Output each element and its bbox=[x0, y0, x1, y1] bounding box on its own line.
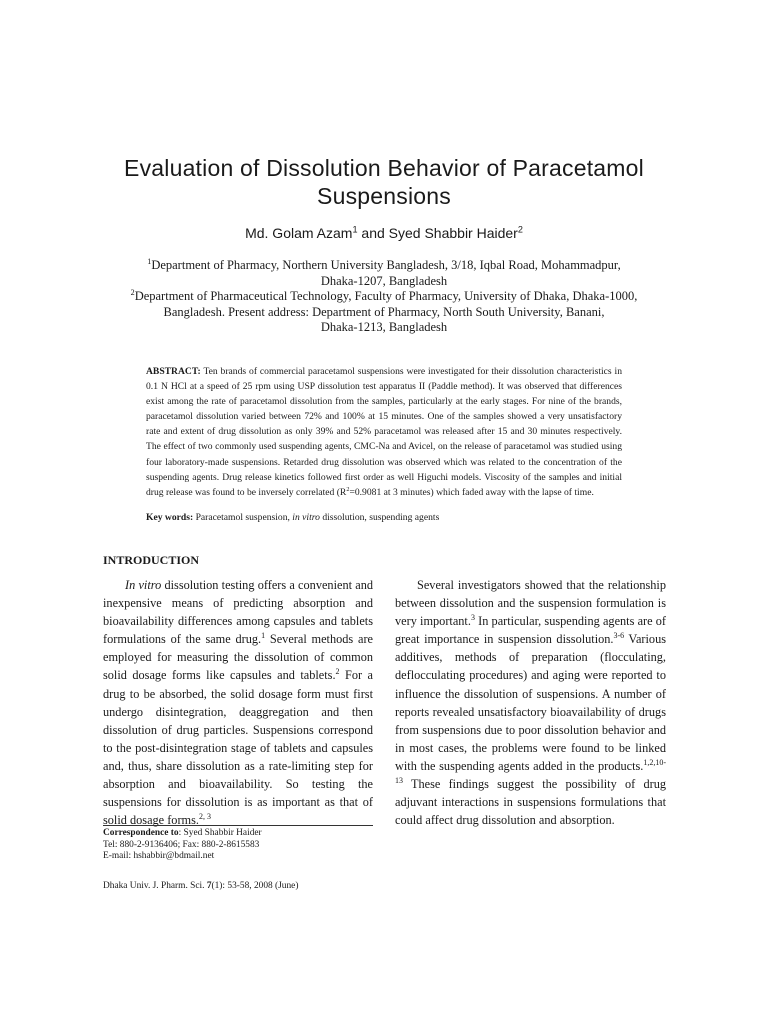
affiliation-2-mark: 2 bbox=[130, 287, 135, 297]
affiliation-2-line-1: $^2$Department of Pharmaceutical Technology, Faculty of Pharmacy, University of Dhaka, Dhaka-1000, bbox=[130, 287, 638, 303]
author-list bbox=[60, 225, 708, 241]
affiliations bbox=[100, 258, 668, 336]
citation: 3-6 bbox=[613, 631, 625, 641]
title-line-1: Evaluation of Dissolution Behavior of Paracetamol bbox=[124, 155, 644, 181]
journal-volume: 7 bbox=[206, 881, 212, 891]
intro-left-column: In vitro dissolution testing offers a convenient and inexpensive means of predicting absorption and bioavailability differences among capsules and tablets formulations of the same drug.$^1$ Several methods are employed for measuring the dissolution of common solid dosage forms like capsules and tablets.$^2$ For a drug to be absorbed, the solid dosage form must first undergo disintegration, deaggregation and then dissolution of drug particles. Suspensions correspond to the post-disintegration stage of tablets and capsules and, thus, share dissolution as a rate-limiting step for absorption and bioavailability. So testing the suspensions for dissolution is as important as that of solid dosage forms.$^{2, 3}$ bbox=[103, 578, 373, 828]
r-squared-superscript: 2 bbox=[346, 485, 350, 493]
journal-citation: Dhaka Univ. J. Pharm. Sci. 7(1): 53-58, 2008 (June) bbox=[103, 881, 299, 891]
abstract bbox=[146, 364, 622, 500]
author-1: Md. Golam Azam bbox=[245, 225, 353, 241]
abstract-text-end: =0.9081 at 3 minutes) which faded away with the lapse of time. bbox=[349, 486, 594, 498]
citation: 1,2,10-13 bbox=[395, 757, 666, 785]
affiliation-1-line-2: Dhaka-1207, Bangladesh bbox=[320, 273, 448, 288]
correspondence-footnote bbox=[103, 828, 373, 863]
affiliation-2-line-2: Bangladesh. Present address: Department of Pharmacy, North South University, Banani, bbox=[163, 304, 605, 319]
paper-title bbox=[60, 154, 708, 210]
correspondence-name: Correspondence to: Syed Shabbir Haider bbox=[103, 828, 262, 838]
affiliation-1-mark: 1 bbox=[147, 256, 152, 266]
author-conjunction: and bbox=[357, 225, 389, 241]
citation: 1 bbox=[261, 631, 266, 641]
keywords-label: Key words: bbox=[146, 512, 194, 523]
citation: 2, 3 bbox=[198, 812, 211, 822]
author-1-affil-mark: 1 bbox=[352, 224, 358, 235]
abstract-label: ABSTRACT: bbox=[146, 366, 201, 377]
keywords: Key words: Paracetamol suspension, in vitro dissolution, suspending agents bbox=[146, 512, 440, 523]
author-2-affil-mark: 2 bbox=[517, 224, 523, 235]
keywords-italic: in vitro bbox=[292, 512, 320, 523]
correspondence-phone: Tel: 880-2-9136406; Fax: 880-2-8615583 bbox=[103, 839, 260, 850]
abstract-text: Ten brands of commercial paracetamol suspensions were investigated for their dissolution characteristics in 0.1 N HCl at a speed of 25 rpm using USP dissolution test apparatus II (Paddle method). It was observed that differences exist among the rate of paracetamol dissolution from the samples, particularly at the early stages. For nine of the brands, paracetamol dissolution varied between 72% and 100% at 15 minutes. One of the samples showed a very unsatisfactory rate and extent of drug dissolution as only 39% and 52% paracetamol was released after 15 and 30 minutes respectively. The effect of two commonly used suspending agents, CMC-Na and Avicel, on the release of paracetamol was studied using four laboratory-made suspensions. Retarded drug dissolution was observed which was related to the concentration of the suspending agents. Drug release kinetics followed first order as well Higuchi models. Viscosity of the samples and initial drug release was found to be inversely correlated (R bbox=[146, 366, 622, 498]
citation: 3 bbox=[470, 613, 475, 623]
affiliation-1-line-1: $^1$Department of Pharmacy, Northern University Bangladesh, 3/18, Iqbal Road, Mohammadpur, bbox=[147, 256, 621, 272]
footnote-divider bbox=[103, 825, 373, 826]
title-line-2: Suspensions bbox=[317, 183, 451, 209]
affiliation-2-line-3: Dhaka-1213, Bangladesh bbox=[320, 320, 448, 334]
intro-right-column: Several investigators showed that the relationship between dissolution and the suspension formulation is very important.$^3$ In particular, suspending agents are of great importance in suspension dissolution.$^{3-6}$ Various additives, methods of preparation (flocculating, deflocculating procedures) and aging were reported to influence the dissolution of suspensions. A number of reports revealed unsatisfactory bioavailability of drugs from suspensions due to poor dissolution behavior and in most cases, the problems were found to be linked with the suspending agents added in the products.$^{1,2,10-13}$ These findings suggest the possibility of drug adjuvant interactions in suspensions formulations that could affect drug dissolution and absorption. bbox=[395, 578, 667, 828]
intro-italic-start: In vitro bbox=[125, 578, 162, 592]
citation: 2 bbox=[335, 667, 340, 677]
correspondence-email: E-mail: hshabbir@bdmail.net bbox=[103, 851, 215, 862]
section-heading-introduction: INTRODUCTION bbox=[103, 553, 200, 567]
author-2: Syed Shabbir Haider bbox=[388, 225, 518, 241]
